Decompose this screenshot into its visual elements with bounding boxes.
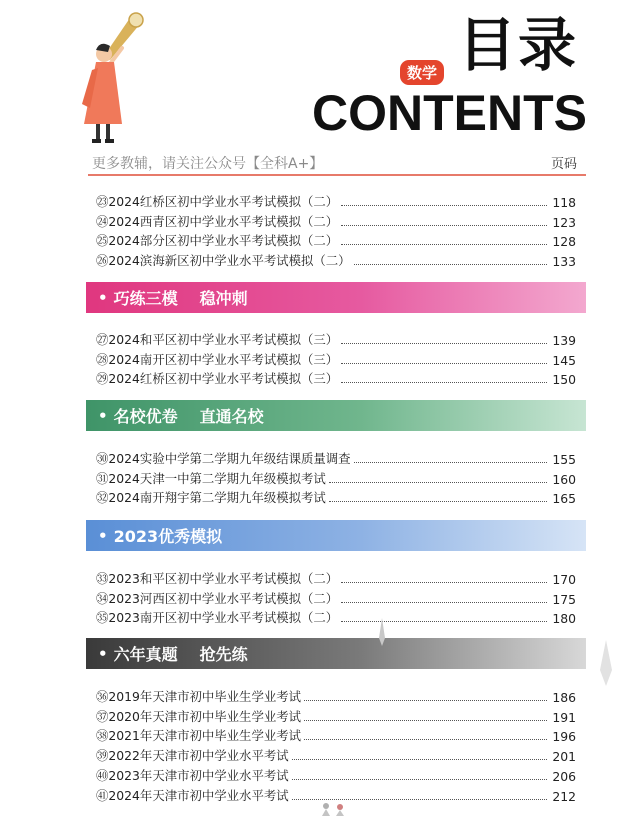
subject-badge: 数学 — [400, 60, 444, 85]
toc-group-1 — [96, 190, 576, 269]
leader-dots — [341, 620, 547, 622]
bullet-icon: • — [98, 288, 108, 307]
page-number-label: 页码 — [551, 157, 578, 172]
toc-entry[interactable] — [96, 190, 576, 210]
leader-dots — [341, 601, 547, 603]
entry-title: ㉔2024西青区初中学业水平考试模拟（二） — [96, 213, 339, 229]
leader-dots — [329, 500, 547, 502]
toc-entry[interactable] — [96, 467, 576, 487]
section-title: 名校优卷 — [113, 407, 178, 426]
toc-entry[interactable] — [96, 487, 576, 507]
entry-page: 160 — [552, 471, 576, 487]
section-title: 2023优秀模拟 — [113, 527, 223, 546]
entry-title: ㊴2022年天津市初中学业水平考试 — [96, 748, 289, 764]
bullet-icon: • — [98, 406, 108, 425]
toc-group-2 — [96, 328, 576, 387]
leader-dots — [341, 243, 547, 245]
section-header-mingxiao — [86, 400, 586, 431]
leader-dots — [341, 204, 547, 206]
leader-dots — [304, 699, 547, 701]
toc-entry[interactable] — [96, 249, 576, 269]
leader-dots — [292, 778, 547, 780]
toc-entry[interactable] — [96, 725, 576, 745]
entry-title: ㉜2024南开翔宇第二学期九年级模拟考试 — [96, 490, 326, 506]
section-title: 巧练三模 — [113, 289, 178, 308]
entry-title: ㉟2023南开区初中学业水平考试模拟（二） — [96, 610, 339, 626]
section-subtitle: 直通名校 — [199, 407, 264, 426]
section-header-zhenti — [86, 638, 586, 669]
leader-dots — [341, 581, 547, 583]
toc-entry[interactable] — [96, 607, 576, 627]
entry-page: 123 — [552, 214, 576, 230]
entry-page: 212 — [552, 788, 576, 804]
page-title-en: CONTENTS — [312, 85, 587, 141]
entry-page: 128 — [552, 234, 576, 250]
entry-title: ㉝2023和平区初中学业水平考试模拟（二） — [96, 570, 339, 586]
entry-title: ㉛2024天津一中第二学期九年级模拟考试 — [96, 470, 326, 486]
section-subtitle: 稳冲刺 — [199, 289, 248, 308]
bullet-icon: • — [98, 526, 108, 545]
section-title: 六年真题 — [113, 645, 178, 664]
leader-dots — [354, 263, 547, 265]
toc-entry[interactable] — [96, 744, 576, 764]
leader-dots — [304, 738, 547, 740]
entry-page: 150 — [552, 372, 576, 388]
ink-brush-decoration — [596, 640, 616, 686]
entry-page: 180 — [552, 611, 576, 627]
promo-text: 更多教辅，请关注公众号【全科A+】 — [92, 156, 324, 172]
toc-entry[interactable] — [96, 685, 576, 705]
entry-page: 145 — [552, 352, 576, 368]
section-subtitle: 抢先练 — [199, 645, 248, 664]
toc-group-3 — [96, 447, 576, 506]
entry-title: ㉚2024实验中学第二学期九年级结课质量调查 — [96, 450, 351, 466]
entry-title: ㉞2023河西区初中学业水平考试模拟（二） — [96, 590, 339, 606]
entry-title: ㉘2024南开区初中学业水平考试模拟（三） — [96, 351, 339, 367]
leader-dots — [341, 342, 547, 344]
entry-title: ㉗2024和平区初中学业水平考试模拟（三） — [96, 331, 339, 347]
header-divider — [88, 174, 586, 176]
toc-group-5 — [96, 685, 576, 804]
entry-title: ㉙2024红桥区初中学业水平考试模拟（三） — [96, 371, 339, 387]
section-header-sanmo — [86, 282, 586, 313]
toc-entry[interactable] — [96, 210, 576, 230]
toc-entry[interactable] — [96, 328, 576, 348]
entry-page: 201 — [552, 749, 576, 765]
entry-title: ㊱2019年天津市初中毕业生学业考试 — [96, 688, 302, 704]
page-title-cn: 目录 — [458, 11, 579, 79]
entry-title: ㉓2024红桥区初中学业水平考试模拟（二） — [96, 193, 339, 209]
entry-page: 170 — [552, 571, 576, 587]
entry-title: ㊳2021年天津市初中毕业生学业考试 — [96, 728, 302, 744]
entry-title: ㉕2024部分区初中学业水平考试模拟（二） — [96, 233, 339, 249]
toc-entry[interactable] — [96, 348, 576, 368]
toc-entry[interactable] — [96, 705, 576, 725]
bullet-icon: • — [98, 644, 108, 663]
toc-entry[interactable] — [96, 368, 576, 388]
leader-dots — [329, 481, 547, 483]
leader-dots — [292, 758, 547, 760]
entry-page: 139 — [552, 332, 576, 348]
entry-page: 206 — [552, 768, 576, 784]
toc-group-4 — [96, 567, 576, 626]
entry-title: ㊲2020年天津市初中毕业生学业考试 — [96, 708, 302, 724]
entry-title: ㊵2023年天津市初中学业水平考试 — [96, 767, 289, 783]
entry-page: 175 — [552, 591, 576, 607]
entry-page: 155 — [552, 451, 576, 467]
section-header-2023 — [86, 520, 586, 551]
leader-dots — [304, 719, 547, 721]
toc-entry[interactable] — [96, 567, 576, 587]
entry-page: 186 — [552, 689, 576, 705]
toc-entry[interactable] — [96, 587, 576, 607]
entry-title: ㊶2024年天津市初中学业水平考试 — [96, 787, 289, 803]
leader-dots — [341, 362, 547, 364]
toc-entry[interactable] — [96, 447, 576, 467]
leader-dots — [341, 224, 547, 226]
entry-title: ㉖2024滨海新区初中学业水平考试模拟（二） — [96, 253, 351, 269]
ink-brush-decoration — [376, 618, 388, 646]
entry-page: 191 — [552, 709, 576, 725]
entry-page: 133 — [552, 254, 576, 270]
ink-figure-decoration — [318, 800, 348, 816]
leader-dots — [341, 381, 547, 383]
leader-dots — [354, 461, 547, 463]
entry-page: 118 — [552, 194, 576, 210]
entry-page: 196 — [552, 729, 576, 745]
toc-entry[interactable] — [96, 230, 576, 250]
toc-entry[interactable] — [96, 764, 576, 784]
entry-page: 165 — [552, 491, 576, 507]
trumpeter-illustration — [70, 12, 150, 152]
